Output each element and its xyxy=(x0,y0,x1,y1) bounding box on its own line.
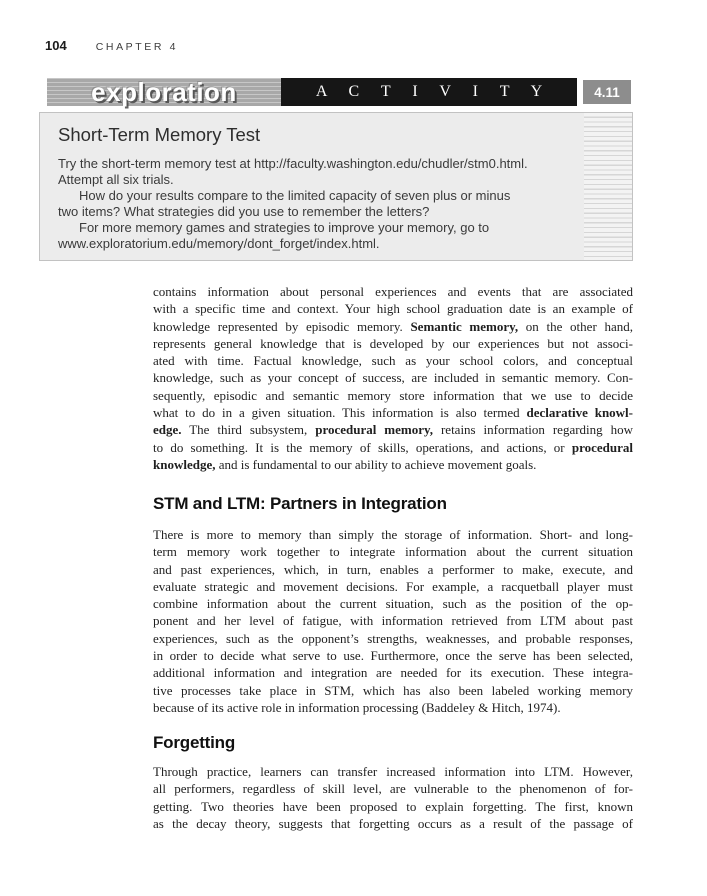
text-line: Attempt all six trials. xyxy=(58,172,174,187)
text-line: additional information and integration are needed for its execution. These integra- xyxy=(153,665,633,681)
text-line: There is more to memory than simply the storage of information. Short- and long- xyxy=(153,527,633,542)
text-line: knowledge, such as your concept of success, are included in semantic memory. Con- xyxy=(153,370,633,386)
text-line: contains information about personal experiences and events that are associated xyxy=(153,284,633,299)
text-line: term memory work together to integrate information about the current situation xyxy=(153,544,633,560)
text-line: Through practice, learners can transfer increased information into LTM. However, xyxy=(153,764,633,779)
body-paragraph-memory-subsystems xyxy=(153,283,633,473)
exploration-wordmark: exploration xyxy=(91,77,237,107)
activity-number: 4.11 xyxy=(594,84,620,100)
text-line: knowledge represented by episodic memory. Semantic memory, on the other hand, xyxy=(153,318,633,334)
activity-box-text xyxy=(58,156,578,252)
section-heading-forgetting: Forgetting xyxy=(153,733,236,752)
text-line: to do something. It is the memory of skills, operations, and actions, or procedural xyxy=(153,439,633,455)
text-line: because of its active role in information processing (Baddeley & Hitch, 1974). xyxy=(153,699,561,715)
text-line: and past experiences, which, in turn, enables a performer to make, execute, and xyxy=(153,561,633,577)
page-number: 104 xyxy=(45,38,67,53)
body-paragraph-forgetting xyxy=(153,763,633,832)
exploration-wordmark-segment xyxy=(47,78,281,106)
text-line: tive processes take place in STM, which has also been labeled working memory xyxy=(153,682,633,698)
text-line: experiences, such as the opponent’s strengths, weaknesses, and probable responses, xyxy=(153,630,633,646)
chapter-label: CHAPTER 4 xyxy=(95,41,179,53)
text-line: sequently, episodic and semantic memory store information that we use to decide xyxy=(153,387,633,403)
running-head xyxy=(45,38,178,53)
body-paragraph-stm-ltm xyxy=(153,526,633,716)
activity-box xyxy=(39,112,633,261)
text-line: How do your results compare to the limited capacity of seven plus or minus xyxy=(79,188,511,203)
text-line: with a specific time and context. Your high school graduation date is an example of xyxy=(153,301,633,317)
text-line: as the decay theory, suggests that forgetting occurs as a result of the passage of xyxy=(153,815,633,831)
text-line: edge. The third subsystem, procedural memory, retains information regarding how xyxy=(153,422,633,438)
text-line: evaluate strategic and movement decisions. For example, a racquetball player must xyxy=(153,578,633,594)
text-line: getting. Two theories have been proposed to explain forgetting. The first, known xyxy=(153,798,633,814)
text-line: combine information about the current situation, such as the position of the op- xyxy=(153,596,633,612)
activity-label: A C T I V I T Y xyxy=(315,83,552,100)
ruled-lines-decoration xyxy=(584,113,632,260)
text-line: ated with time. Factual knowledge, such as your school colors, and conceptual xyxy=(153,353,633,369)
text-line: represents general knowledge that is developed by our experiences but not associ- xyxy=(153,335,633,351)
text-line: www.exploratorium.edu/memory/dont_forget/index.html. xyxy=(58,236,380,251)
text-line: Try the short-term memory test at http://faculty.washington.edu/chudler/stm0.html. xyxy=(58,156,528,171)
activity-number-badge xyxy=(583,80,631,104)
text-line: all performers, regardless of skill level, are vulnerable to the phenomenon of for- xyxy=(153,781,633,797)
exploration-activity-banner xyxy=(47,78,631,106)
text-line: For more memory games and strategies to improve your memory, go to xyxy=(79,220,490,235)
text-line: two items? What strategies did you use to remember the letters? xyxy=(58,204,430,219)
activity-bar xyxy=(281,78,577,106)
text-line: what to do in a given situation. This information is also termed declarative knowl- xyxy=(153,405,633,421)
text-line: ponent and her level of fatigue, with information retrieved from LTM about past xyxy=(153,613,633,629)
text-line: knowledge, and is fundamental to our ability to achieve movement goals. xyxy=(153,456,537,472)
activity-box-title: Short-Term Memory Test xyxy=(58,124,261,145)
text-line: in order to decide what serve to use. Furthermore, once the serve has been selected, xyxy=(153,648,633,664)
section-heading-stm-ltm: STM and LTM: Partners in Integration xyxy=(153,494,447,513)
